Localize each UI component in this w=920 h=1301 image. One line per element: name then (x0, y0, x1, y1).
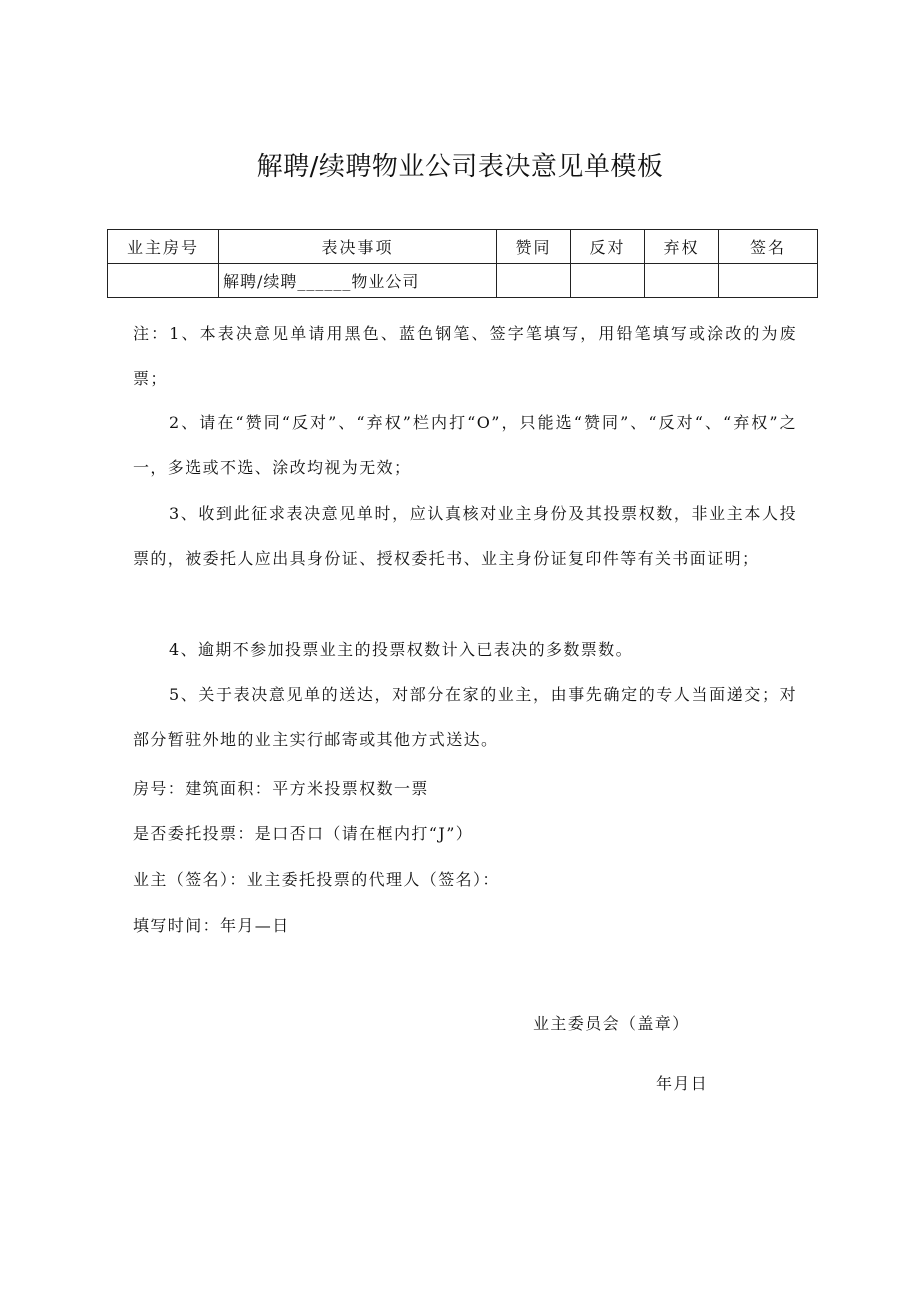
fill-date-field: 填写时间：年月—日 (133, 916, 290, 935)
room-area-field: 房号：建筑面积：平方米投票权数一票 (133, 779, 429, 798)
page-title: 解聘/续聘物业公司表决意见单模板 (256, 152, 664, 182)
note-3: 3、收到此征求表决意见单时，应认真核对业主身份及其投票权数，非业主本人投票的，被委托人应出具身份证、授权委托书、业主身份证复印件等有关书面证明； (133, 504, 797, 568)
committee-seal: 业主委员会（盖章） (533, 1014, 690, 1033)
header-vote-item: 表决事项 (219, 230, 497, 264)
header-owner-room: 业主房号 (108, 230, 219, 264)
table-header-row (108, 230, 818, 264)
table-row (108, 264, 818, 298)
cell-signature[interactable] (719, 264, 818, 298)
cell-agree[interactable] (497, 264, 571, 298)
delegate-field: 是否委托投票：是口否口（请在框内打“J”） (133, 824, 474, 843)
vote-table (107, 229, 818, 298)
note-5: 5、关于表决意见单的送达，对部分在家的业主，由事先确定的专人当面递交；对部分暂驻外地的业主实行邮寄或其他方式送达。 (133, 685, 797, 749)
note-4: 4、逾期不参加投票业主的投票权数计入已表决的多数票数。 (169, 640, 633, 659)
owner-signature-field: 业主（签名）：业主委托投票的代理人（签名）： (133, 870, 500, 889)
footer-date: 年月日 (656, 1074, 709, 1093)
header-abstain: 弃权 (645, 230, 719, 264)
cell-owner-room[interactable] (108, 264, 219, 298)
header-agree: 赞同 (497, 230, 571, 264)
cell-abstain[interactable] (645, 264, 719, 298)
cell-vote-item: 解聘/续聘______物业公司 (219, 264, 497, 298)
header-oppose: 反对 (571, 230, 645, 264)
note-1: 注：1、本表决意见单请用黑色、蓝色钢笔、签字笔填写，用铅笔填写或涂改的为废票； (133, 324, 797, 388)
note-2: 2、请在“赞同“反对”、“弃权”栏内打“O”，只能选“赞同”、“反对“、“弃权”之一，多选或不选、涂改均视为无效； (133, 413, 797, 477)
header-signature: 签名 (719, 230, 818, 264)
cell-oppose[interactable] (571, 264, 645, 298)
